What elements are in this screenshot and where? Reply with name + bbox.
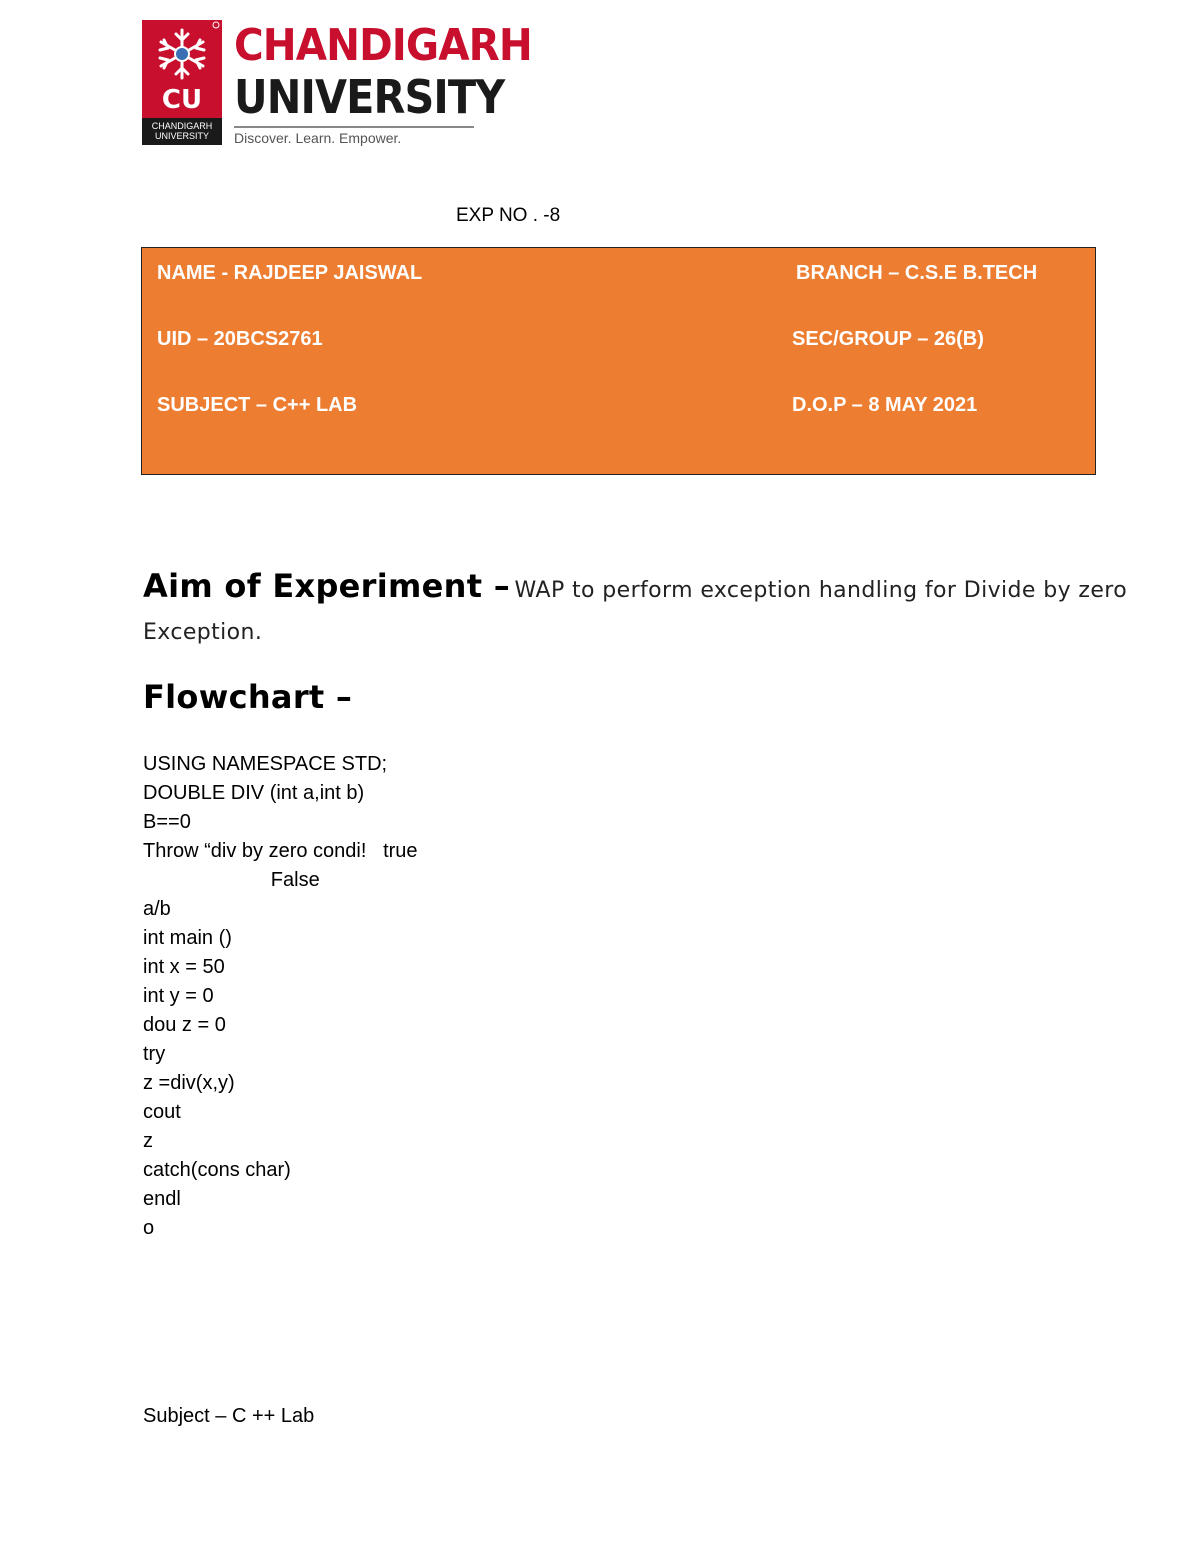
code-line: try	[143, 1043, 166, 1065]
logo-mark-strip	[142, 118, 222, 145]
date-of-performance: D.O.P – 8 MAY 2021	[792, 394, 978, 416]
logo-name-line2: UNIVERSITY	[234, 70, 505, 124]
code-line: int x = 50	[143, 956, 225, 978]
logo-mark-sub-line2: UNIVERSITY	[154, 131, 209, 141]
flowchart-heading: Flowchart –	[143, 678, 353, 716]
student-sec-group: SEC/GROUP – 26(B)	[792, 328, 984, 350]
code-line: cout	[143, 1101, 181, 1123]
logo-tagline: Discover. Learn. Empower.	[234, 130, 402, 146]
logo-emblem	[142, 20, 222, 145]
aim-heading: Aim of Experiment –	[143, 567, 511, 605]
subject-field: SUBJECT – C++ LAB	[157, 394, 358, 416]
code-line: endl	[143, 1188, 181, 1210]
code-line: DOUBLE DIV (int a,int b)	[143, 782, 365, 804]
student-branch: BRANCH – C.S.E B.TECH	[796, 262, 1038, 284]
code-line: int main ()	[143, 927, 232, 949]
university-logo	[142, 20, 532, 148]
student-info-box	[141, 247, 1096, 475]
code-line: int y = 0	[143, 985, 214, 1007]
logo-mark-sub-line1: CHANDIGARH	[151, 121, 213, 131]
aim-text: WAP to perform exception handling for Divide by zero Exception.	[143, 578, 1128, 645]
code-line: Throw “div by zero condi! true	[143, 840, 418, 862]
logo-name-line1: CHANDIGARH	[234, 20, 532, 71]
code-line: catch(cons char)	[143, 1159, 291, 1181]
code-line: z	[143, 1130, 153, 1152]
code-line: a/b	[143, 898, 171, 920]
code-line: o	[143, 1217, 155, 1239]
logo-divider	[234, 126, 474, 128]
code-line: B==0	[143, 811, 191, 833]
aim-section	[143, 566, 1133, 655]
experiment-number: EXP NO . -8	[456, 205, 561, 226]
student-uid: UID – 20BCS2761	[157, 328, 323, 350]
footer-subject: Subject – C ++ Lab	[143, 1405, 315, 1427]
flowchart-code-lines	[143, 750, 418, 1243]
student-name: NAME - RAJDEEP JAISWAL	[157, 262, 423, 284]
snowflake-emblem-icon	[142, 20, 222, 90]
code-line: False	[143, 869, 320, 891]
code-line: z =div(x,y)	[143, 1072, 235, 1094]
logo-cu-text: CU	[161, 85, 203, 115]
code-line: dou z = 0	[143, 1014, 226, 1036]
code-line: USING NAMESPACE STD;	[143, 753, 388, 775]
